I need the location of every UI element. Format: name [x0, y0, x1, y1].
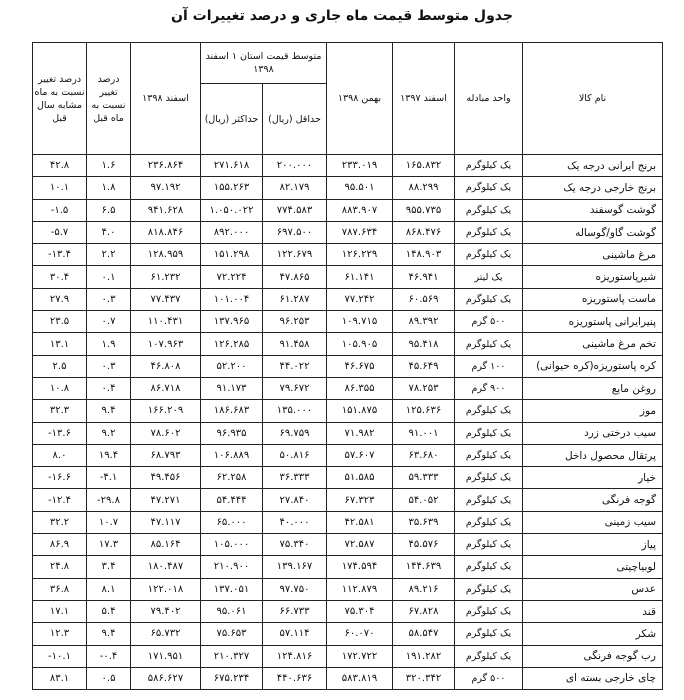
cell-item-name: برنج ایرانی درجه یک [523, 155, 663, 177]
cell-mom-change: ۰.۴ [87, 377, 131, 399]
table-row [33, 623, 663, 645]
cell-yoy-change: -۱۳.۶ [33, 422, 87, 444]
cell-esfand-98: ۴۷.۱۱۷ [131, 511, 201, 533]
cell-esfand-97: ۴۶.۹۴۱ [393, 266, 455, 288]
cell-esfand-97: ۱۲۵.۶۳۶ [393, 400, 455, 422]
page-title: جدول متوسط قیمت ماه جاری و درصد تغییرات آن [171, 8, 513, 24]
cell-min-price: ۷۹.۶۷۲ [263, 377, 327, 399]
cell-mom-change: ۹.۲ [87, 422, 131, 444]
cell-yoy-change: -۱.۵ [33, 199, 87, 221]
cell-unit: یک کیلوگرم [455, 288, 523, 310]
cell-esfand-97: ۹۵.۴۱۸ [393, 333, 455, 355]
cell-yoy-change: ۸.۰ [33, 444, 87, 466]
cell-min-price: ۶۱.۲۸۷ [263, 288, 327, 310]
cell-bahman-98: ۶۷.۳۲۳ [327, 489, 393, 511]
cell-yoy-change: ۲۳.۵ [33, 311, 87, 333]
cell-unit: یک کیلوگرم [455, 199, 523, 221]
table-row [33, 311, 663, 333]
cell-unit: یک کیلوگرم [455, 489, 523, 511]
cell-item-name: عدس [523, 578, 663, 600]
cell-esfand-98: ۴۶.۸۰۸ [131, 355, 201, 377]
cell-item-name: پیاز [523, 534, 663, 556]
cell-max-price: ۹۵.۰۶۱ [201, 600, 263, 622]
cell-yoy-change: ۲۴.۸ [33, 556, 87, 578]
cell-min-price: ۹۷.۷۵۰ [263, 578, 327, 600]
cell-esfand-98: ۵۸۶.۶۲۷ [131, 667, 201, 689]
cell-esfand-98: ۴۷.۲۷۱ [131, 489, 201, 511]
cell-esfand-98: ۸۱۸.۸۴۶ [131, 221, 201, 243]
cell-mom-change: ۲.۲ [87, 244, 131, 266]
cell-max-price: ۱۰۶.۸۸۹ [201, 444, 263, 466]
cell-max-price: ۲۱۰.۹۰۰ [201, 556, 263, 578]
table-row [33, 489, 663, 511]
cell-yoy-change: ۸۳.۱ [33, 667, 87, 689]
cell-esfand-97: ۱۴۸.۹۰۳ [393, 244, 455, 266]
cell-esfand-97: ۹۱.۰۰۱ [393, 422, 455, 444]
cell-min-price: ۵۷.۱۱۴ [263, 623, 327, 645]
cell-max-price: ۱۰۵.۰۰۰ [201, 534, 263, 556]
cell-esfand-98: ۹۴۱.۶۲۸ [131, 199, 201, 221]
cell-esfand-98: ۸۵.۱۶۴ [131, 534, 201, 556]
cell-unit: یک کیلوگرم [455, 177, 523, 199]
cell-esfand-98: ۶۵.۷۳۲ [131, 623, 201, 645]
cell-min-price: ۵۰.۸۱۶ [263, 444, 327, 466]
table-row [33, 355, 663, 377]
cell-mom-change: ۱۹.۴ [87, 444, 131, 466]
cell-min-price: ۲۰۰.۰۰۰ [263, 155, 327, 177]
cell-mom-change: ۹.۴ [87, 400, 131, 422]
table-row [33, 400, 663, 422]
cell-unit: یک کیلوگرم [455, 511, 523, 533]
cell-max-price: ۱.۰۵۰.۰۲۲ [201, 199, 263, 221]
header-unit: واحد مبادله [455, 43, 523, 155]
cell-max-price: ۱۵۵.۲۶۳ [201, 177, 263, 199]
cell-item-name: گوشت گاو/گوساله [523, 221, 663, 243]
cell-item-name: رب گوجه فرنگی [523, 645, 663, 667]
cell-bahman-98: ۷۷.۲۴۲ [327, 288, 393, 310]
cell-unit: یک کیلوگرم [455, 556, 523, 578]
cell-max-price: ۶۷۵.۲۳۴ [201, 667, 263, 689]
table-body [33, 155, 663, 690]
cell-item-name: ماست پاستوریزه [523, 288, 663, 310]
cell-yoy-change: ۳۲.۲ [33, 511, 87, 533]
cell-esfand-97: ۴۵.۵۷۶ [393, 534, 455, 556]
table-row [33, 266, 663, 288]
cell-mom-change: ۶.۵ [87, 199, 131, 221]
cell-item-name: گوشت گوسفند [523, 199, 663, 221]
cell-unit: یک کیلوگرم [455, 645, 523, 667]
cell-max-price: ۱۵۱.۲۹۸ [201, 244, 263, 266]
cell-bahman-98: ۱۷۴.۵۹۴ [327, 556, 393, 578]
cell-max-price: ۹۶.۹۳۵ [201, 422, 263, 444]
cell-mom-change: ۱۰.۷ [87, 511, 131, 533]
cell-min-price: ۴۴.۰۲۲ [263, 355, 327, 377]
cell-unit: ۱۰۰ گرم [455, 355, 523, 377]
cell-bahman-98: ۱۲۶.۲۲۹ [327, 244, 393, 266]
cell-esfand-97: ۸۹.۲۱۶ [393, 578, 455, 600]
table-row [33, 199, 663, 221]
cell-bahman-98: ۶۱.۱۴۱ [327, 266, 393, 288]
cell-esfand-98: ۷۹.۴۰۲ [131, 600, 201, 622]
cell-max-price: ۸۹۲.۰۰۰ [201, 221, 263, 243]
header-province-average: متوسط قیمت استان ۱ اسفند ۱۳۹۸ [201, 43, 327, 84]
cell-bahman-98: ۴۲.۵۸۱ [327, 511, 393, 533]
table-row [33, 377, 663, 399]
cell-max-price: ۲۷۱.۶۱۸ [201, 155, 263, 177]
cell-min-price: ۱۳۹.۱۶۷ [263, 556, 327, 578]
cell-min-price: ۴۴۰.۶۳۶ [263, 667, 327, 689]
cell-bahman-98: ۸۶.۳۵۵ [327, 377, 393, 399]
cell-item-name: سیب درختی زرد [523, 422, 663, 444]
cell-item-name: پنیرایرانی پاستوریزه [523, 311, 663, 333]
table-row [33, 600, 663, 622]
cell-item-name: مرغ ماشینی [523, 244, 663, 266]
cell-yoy-change: ۴۲.۸ [33, 155, 87, 177]
cell-mom-change: ۵.۴ [87, 600, 131, 622]
cell-yoy-change: -۵.۷ [33, 221, 87, 243]
table-row [33, 333, 663, 355]
cell-bahman-98: ۶۰.۰۷۰ [327, 623, 393, 645]
cell-esfand-97: ۳۵.۶۳۹ [393, 511, 455, 533]
cell-mom-change: ۰.۵ [87, 667, 131, 689]
cell-yoy-change: ۲۷.۹ [33, 288, 87, 310]
cell-item-name: لوبیاچیتی [523, 556, 663, 578]
cell-item-name: خیار [523, 467, 663, 489]
cell-bahman-98: ۱۰۵.۹۰۵ [327, 333, 393, 355]
cell-min-price: ۷۷۴.۵۸۳ [263, 199, 327, 221]
header-max-price: حداکثر (ریال) [201, 84, 263, 155]
cell-min-price: ۶۹۷.۵۰۰ [263, 221, 327, 243]
cell-min-price: ۸۲.۱۷۹ [263, 177, 327, 199]
cell-mom-change: ۱.۹ [87, 333, 131, 355]
cell-esfand-98: ۷۷.۴۳۷ [131, 288, 201, 310]
cell-bahman-98: ۷۸۷.۶۳۴ [327, 221, 393, 243]
cell-unit: ۵۰۰ گرم [455, 311, 523, 333]
cell-min-price: ۴۷.۸۶۵ [263, 266, 327, 288]
cell-esfand-97: ۶۰.۵۶۹ [393, 288, 455, 310]
cell-esfand-98: ۱۷۱.۹۵۱ [131, 645, 201, 667]
cell-esfand-97: ۱۴۴.۶۳۹ [393, 556, 455, 578]
table-row [33, 221, 663, 243]
cell-max-price: ۵۲.۲۰۰ [201, 355, 263, 377]
cell-item-name: گوجه فرنگی [523, 489, 663, 511]
cell-mom-change: ۰.۳ [87, 355, 131, 377]
cell-bahman-98: ۹۵.۵۰۱ [327, 177, 393, 199]
cell-unit: ۹۰۰ گرم [455, 377, 523, 399]
cell-min-price: ۶۶.۷۳۳ [263, 600, 327, 622]
cell-min-price: ۹۶.۲۵۳ [263, 311, 327, 333]
cell-esfand-98: ۱۱۰.۴۳۱ [131, 311, 201, 333]
cell-unit: یک کیلوگرم [455, 578, 523, 600]
cell-min-price: ۶۹.۷۵۹ [263, 422, 327, 444]
cell-esfand-98: ۱۲۲.۰۱۸ [131, 578, 201, 600]
cell-max-price: ۶۲.۲۵۸ [201, 467, 263, 489]
cell-unit: یک کیلوگرم [455, 467, 523, 489]
cell-mom-change: ۱.۶ [87, 155, 131, 177]
cell-esfand-98: ۶۸.۷۹۳ [131, 444, 201, 466]
cell-bahman-98: ۱۰۹.۷۱۵ [327, 311, 393, 333]
cell-item-name: قند [523, 600, 663, 622]
cell-esfand-97: ۸۶۸.۴۷۶ [393, 221, 455, 243]
cell-esfand-98: ۷۸.۶۰۲ [131, 422, 201, 444]
cell-bahman-98: ۷۱.۹۸۲ [327, 422, 393, 444]
cell-mom-change: -۴.۱ [87, 467, 131, 489]
cell-item-name: تخم مرغ ماشینی [523, 333, 663, 355]
cell-bahman-98: ۴۶.۶۷۵ [327, 355, 393, 377]
cell-item-name: سیب زمینی [523, 511, 663, 533]
cell-unit: یک کیلوگرم [455, 600, 523, 622]
cell-mom-change: ۱.۸ [87, 177, 131, 199]
cell-item-name: چای خارجی بسته ای [523, 667, 663, 689]
cell-esfand-97: ۵۴.۰۵۲ [393, 489, 455, 511]
cell-bahman-98: ۱۵۱.۸۷۵ [327, 400, 393, 422]
cell-esfand-98: ۱۶۶.۲۰۹ [131, 400, 201, 422]
cell-esfand-98: ۹۷.۱۹۲ [131, 177, 201, 199]
table-row [33, 645, 663, 667]
cell-max-price: ۱۰۱.۰۰۴ [201, 288, 263, 310]
table-row [33, 177, 663, 199]
cell-esfand-97: ۶۷.۸۲۸ [393, 600, 455, 622]
cell-bahman-98: ۵۸۳.۸۱۹ [327, 667, 393, 689]
table-row [33, 578, 663, 600]
cell-unit: یک کیلوگرم [455, 444, 523, 466]
cell-min-price: ۲۷.۸۴۰ [263, 489, 327, 511]
cell-item-name: شکر [523, 623, 663, 645]
cell-item-name: کره پاستوریزه(کره حیوانی) [523, 355, 663, 377]
cell-bahman-98: ۷۵.۳۰۴ [327, 600, 393, 622]
price-table [32, 42, 663, 690]
cell-max-price: ۶۵.۰۰۰ [201, 511, 263, 533]
cell-yoy-change: ۱۰.۱ [33, 177, 87, 199]
cell-esfand-97: ۱۶۵.۸۳۲ [393, 155, 455, 177]
cell-unit: یک کیلوگرم [455, 422, 523, 444]
cell-bahman-98: ۷۲.۵۸۷ [327, 534, 393, 556]
cell-max-price: ۹۱.۱۷۳ [201, 377, 263, 399]
cell-yoy-change: ۱۷.۱ [33, 600, 87, 622]
table-row [33, 467, 663, 489]
cell-yoy-change: ۲.۵ [33, 355, 87, 377]
table-row [33, 422, 663, 444]
cell-item-name: پرتقال محصول داخل [523, 444, 663, 466]
header-min-price: حداقل (ریال) [263, 84, 327, 155]
cell-mom-change: ۳.۴ [87, 556, 131, 578]
cell-yoy-change: ۳۶.۸ [33, 578, 87, 600]
cell-yoy-change: -۱۳.۴ [33, 244, 87, 266]
cell-mom-change: ۴.۰ [87, 221, 131, 243]
cell-min-price: ۱۳۵.۰۰۰ [263, 400, 327, 422]
table-row [33, 511, 663, 533]
cell-esfand-97: ۳۲۰.۳۴۲ [393, 667, 455, 689]
table-row [33, 444, 663, 466]
cell-max-price: ۱۳۷.۹۶۵ [201, 311, 263, 333]
cell-esfand-97: ۱۹۱.۲۸۲ [393, 645, 455, 667]
cell-unit: یک لیتر [455, 266, 523, 288]
cell-yoy-change: ۱۲.۳ [33, 623, 87, 645]
cell-max-price: ۵۴.۴۴۴ [201, 489, 263, 511]
cell-yoy-change: -۱۰.۱ [33, 645, 87, 667]
cell-min-price: ۷۵.۳۴۰ [263, 534, 327, 556]
cell-esfand-97: ۴۵.۶۴۹ [393, 355, 455, 377]
header-bahman-98: بهمن ۱۳۹۸ [327, 43, 393, 155]
cell-mom-change: ۰.۷ [87, 311, 131, 333]
cell-yoy-change: ۱۰.۸ [33, 377, 87, 399]
cell-bahman-98: ۲۳۳.۰۱۹ [327, 155, 393, 177]
cell-yoy-change: -۱۶.۶ [33, 467, 87, 489]
header-esfand-97: اسفند ۱۳۹۷ [393, 43, 455, 155]
table-row [33, 288, 663, 310]
cell-max-price: ۱۲۶.۲۸۵ [201, 333, 263, 355]
cell-esfand-98: ۱۲۸.۹۵۹ [131, 244, 201, 266]
cell-unit: یک کیلوگرم [455, 155, 523, 177]
cell-min-price: ۹۱.۴۵۸ [263, 333, 327, 355]
cell-mom-change: ۱۷.۳ [87, 534, 131, 556]
cell-item-name: روغن مایع [523, 377, 663, 399]
cell-max-price: ۷۵.۶۵۳ [201, 623, 263, 645]
cell-esfand-98: ۴۹.۴۵۶ [131, 467, 201, 489]
header-esfand-98: اسفند ۱۳۹۸ [131, 43, 201, 155]
cell-unit: یک کیلوگرم [455, 400, 523, 422]
cell-bahman-98: ۵۷.۶۰۷ [327, 444, 393, 466]
cell-unit: ۵۰۰ گرم [455, 667, 523, 689]
cell-max-price: ۲۱۰.۳۲۷ [201, 645, 263, 667]
cell-unit: یک کیلوگرم [455, 221, 523, 243]
cell-max-price: ۱۳۷.۰۵۱ [201, 578, 263, 600]
cell-unit: یک کیلوگرم [455, 244, 523, 266]
cell-max-price: ۱۸۶.۶۸۳ [201, 400, 263, 422]
cell-esfand-98: ۶۱.۲۳۲ [131, 266, 201, 288]
cell-yoy-change: ۳۰.۴ [33, 266, 87, 288]
cell-unit: یک کیلوگرم [455, 333, 523, 355]
cell-yoy-change: ۸۶.۹ [33, 534, 87, 556]
cell-esfand-97: ۷۸.۲۵۳ [393, 377, 455, 399]
header-mom-change: درصد تغییر نسبت به ماه قبل [87, 43, 131, 155]
cell-mom-change: -۰.۴ [87, 645, 131, 667]
cell-min-price: ۳۶.۳۳۳ [263, 467, 327, 489]
cell-esfand-98: ۱۸۰.۴۸۷ [131, 556, 201, 578]
cell-min-price: ۱۲۲.۶۷۹ [263, 244, 327, 266]
cell-mom-change: -۲۹.۸ [87, 489, 131, 511]
cell-esfand-97: ۹۵۵.۷۳۵ [393, 199, 455, 221]
table-row [33, 556, 663, 578]
cell-unit: یک کیلوگرم [455, 534, 523, 556]
header-yoy-change: درصد تغییر نسبت به ماه مشابه سال قبل [33, 43, 87, 155]
table-row [33, 667, 663, 689]
cell-mom-change: ۰.۱ [87, 266, 131, 288]
cell-esfand-97: ۵۹.۳۳۳ [393, 467, 455, 489]
cell-bahman-98: ۵۱.۵۸۵ [327, 467, 393, 489]
cell-yoy-change: ۱۳.۱ [33, 333, 87, 355]
cell-yoy-change: ۳۲.۳ [33, 400, 87, 422]
cell-bahman-98: ۸۸۳.۹۰۷ [327, 199, 393, 221]
cell-mom-change: ۸.۱ [87, 578, 131, 600]
cell-min-price: ۴۰.۰۰۰ [263, 511, 327, 533]
header-item-name: نام کالا [523, 43, 663, 155]
cell-item-name: موز [523, 400, 663, 422]
cell-esfand-97: ۵۸.۵۴۷ [393, 623, 455, 645]
cell-bahman-98: ۱۱۲.۸۷۹ [327, 578, 393, 600]
table-row [33, 155, 663, 177]
cell-item-name: برنج خارجی درجه یک [523, 177, 663, 199]
cell-unit: یک کیلوگرم [455, 623, 523, 645]
cell-esfand-98: ۲۳۶.۸۶۴ [131, 155, 201, 177]
cell-min-price: ۱۲۴.۸۱۶ [263, 645, 327, 667]
cell-mom-change: ۰.۳ [87, 288, 131, 310]
table-header [33, 43, 663, 155]
cell-yoy-change: -۱۲.۴ [33, 489, 87, 511]
cell-esfand-97: ۸۸.۲۹۹ [393, 177, 455, 199]
table-row [33, 534, 663, 556]
cell-esfand-97: ۶۳.۶۸۰ [393, 444, 455, 466]
cell-esfand-98: ۱۰۷.۹۶۳ [131, 333, 201, 355]
cell-max-price: ۷۲.۲۲۴ [201, 266, 263, 288]
table-row [33, 244, 663, 266]
cell-esfand-98: ۸۶.۷۱۸ [131, 377, 201, 399]
cell-mom-change: ۹.۴ [87, 623, 131, 645]
cell-item-name: شیرپاستوریزه [523, 266, 663, 288]
cell-esfand-97: ۸۹.۳۹۲ [393, 311, 455, 333]
cell-bahman-98: ۱۷۲.۷۲۲ [327, 645, 393, 667]
